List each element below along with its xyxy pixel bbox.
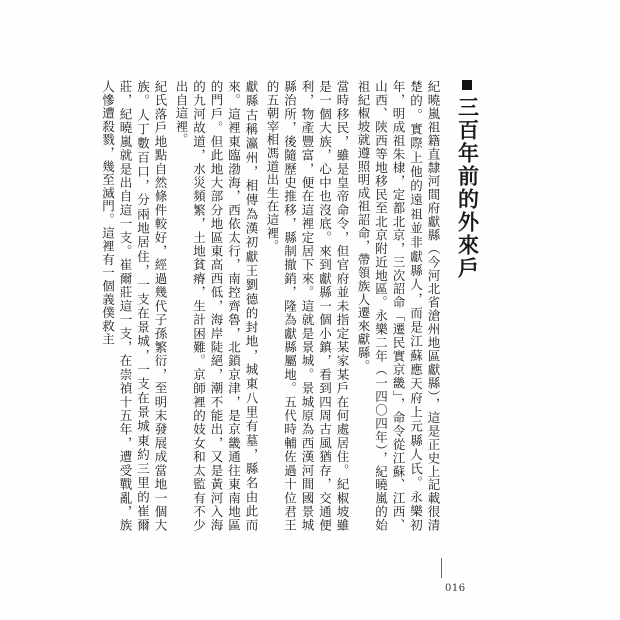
title-square-marker (462, 80, 472, 90)
chapter-title-text: 三百年前的外來戶 (455, 96, 480, 280)
paragraph-1: 紀曉嵐祖籍直隸河間府獻縣（今河北省滄州地區獻縣），這是正史上記載很清楚的。實際上他的遠祖並非獻縣人，而是江蘇應天府上元縣人氏。永樂初年，明成祖朱棣，定都北京，三次詔命「遷民實京畿」，命令從江蘇、江西、山西、陝西等地移民至北京附近地區。永樂二年（一四〇四年），紀曉嵐的始祖紀椒坡就遵照明成祖詔命，帶領族人遷來獻縣。 (356, 80, 441, 532)
chapter-title (453, 80, 481, 280)
page-number: 016 (445, 583, 466, 594)
body-text (100, 80, 442, 532)
paragraph-4: 紀氏落戶地點自然條件較好，經過幾代子孫繁衍，至明末發展成當地一個大族。人丁數百口，分兩地居住，一支在景城，一支在景城東約三里的崔爾莊，紀曉嵐就是出自這一支。崔爾莊這一支，在崇禎十五年，遭受戰亂，族人慘遭殺戮，幾至滅門。這裡有一個義僕救主 (100, 80, 168, 532)
page-number-rule (441, 558, 442, 578)
paragraph-2: 當時移民，雖是皇帝命令，但官府並未指定某家某戶在何處居住。紀椒坡雖是一個大族，心中也沒底。來到獻縣一個小鎮，看到四周古風猶存，交通便利，物產豐富，便在這裡定居下來。這就是景城。景城原為西漢河間國景城縣治所，後隨歷史推移，縣制撤銷，隆為獻縣屬地。五代時輔佐過十位君王的五朝宰相馮道出生在這裡。 (265, 80, 350, 532)
paragraph-3: 獻縣古稱瀛州，相傳為漢初獻王劉德的封地，城東八里有墓，縣名由此而來。這裡東臨渤海，西依太行，南控齊魯，北鎖京津，是京畿通往東南地區的門戶。但此地大部分地區東高西低，海岸陡絕，潮不能出，又是黃河入海的九河故道，水災頻繁，土地貧瘠，生計困難。京師裡的妓女和太監有不少出自這裡。 (174, 80, 259, 532)
